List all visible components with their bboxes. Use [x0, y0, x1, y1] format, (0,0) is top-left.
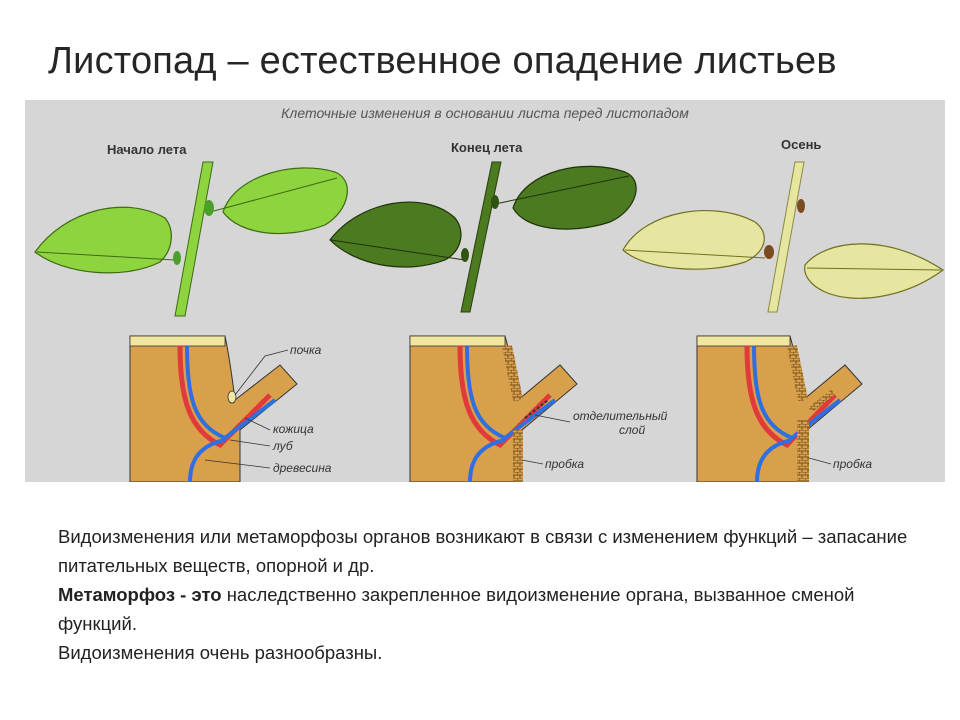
- leaf-fall-illustration: [25, 100, 945, 482]
- stage-late-summer-plant: [330, 162, 636, 312]
- stage-label-late-summer: Конец лета: [451, 140, 523, 155]
- leaf-left-early: [35, 207, 171, 273]
- figure-caption: Клеточные изменения в основании листа перед листопадом: [281, 105, 689, 121]
- leaf-fall-figure: [25, 100, 945, 482]
- label-cork-autumn: пробка: [833, 457, 873, 471]
- definition-text: наследственно закрепленное видоизменение органа, вызванное сменой функций.: [58, 584, 855, 634]
- section-early-summer: [130, 336, 297, 482]
- paragraph-diversity: Видоизменения очень разнообразны.: [58, 642, 383, 663]
- stage-autumn-plant: [623, 162, 943, 312]
- label-bud: почка: [290, 343, 322, 357]
- label-wood: древесина: [273, 461, 332, 475]
- label-bast: луб: [273, 439, 293, 453]
- stage-early-summer-plant: [35, 162, 347, 316]
- definition-term: Метаморфоз - это: [58, 584, 222, 605]
- paragraph-metamorphosis-intro: Видоизменения или метаморфозы органов возникают в связи с изменением функций – запасание питательных веществ, опорной и др.: [58, 526, 908, 576]
- label-skin: кожица: [273, 422, 314, 436]
- leaf-falling-autumn: [805, 244, 943, 298]
- slide-title: Листопад – естественное опадение листьев: [48, 40, 837, 82]
- leaf-right-early: [223, 168, 347, 234]
- stage-label-autumn: Осень: [781, 137, 822, 152]
- label-separating-layer-line1: отделительный: [573, 409, 668, 423]
- label-cork-late-summer: пробка: [545, 457, 585, 471]
- slide-body: [58, 522, 918, 667]
- label-separating-layer-line2: слой: [619, 423, 646, 437]
- leaf-left-late: [330, 202, 461, 267]
- leaf-left-autumn: [623, 211, 764, 270]
- stage-label-early-summer: Начало лета: [107, 142, 187, 157]
- leaf-right-late: [513, 166, 636, 229]
- paragraph-metamorphosis-definition: [58, 580, 918, 638]
